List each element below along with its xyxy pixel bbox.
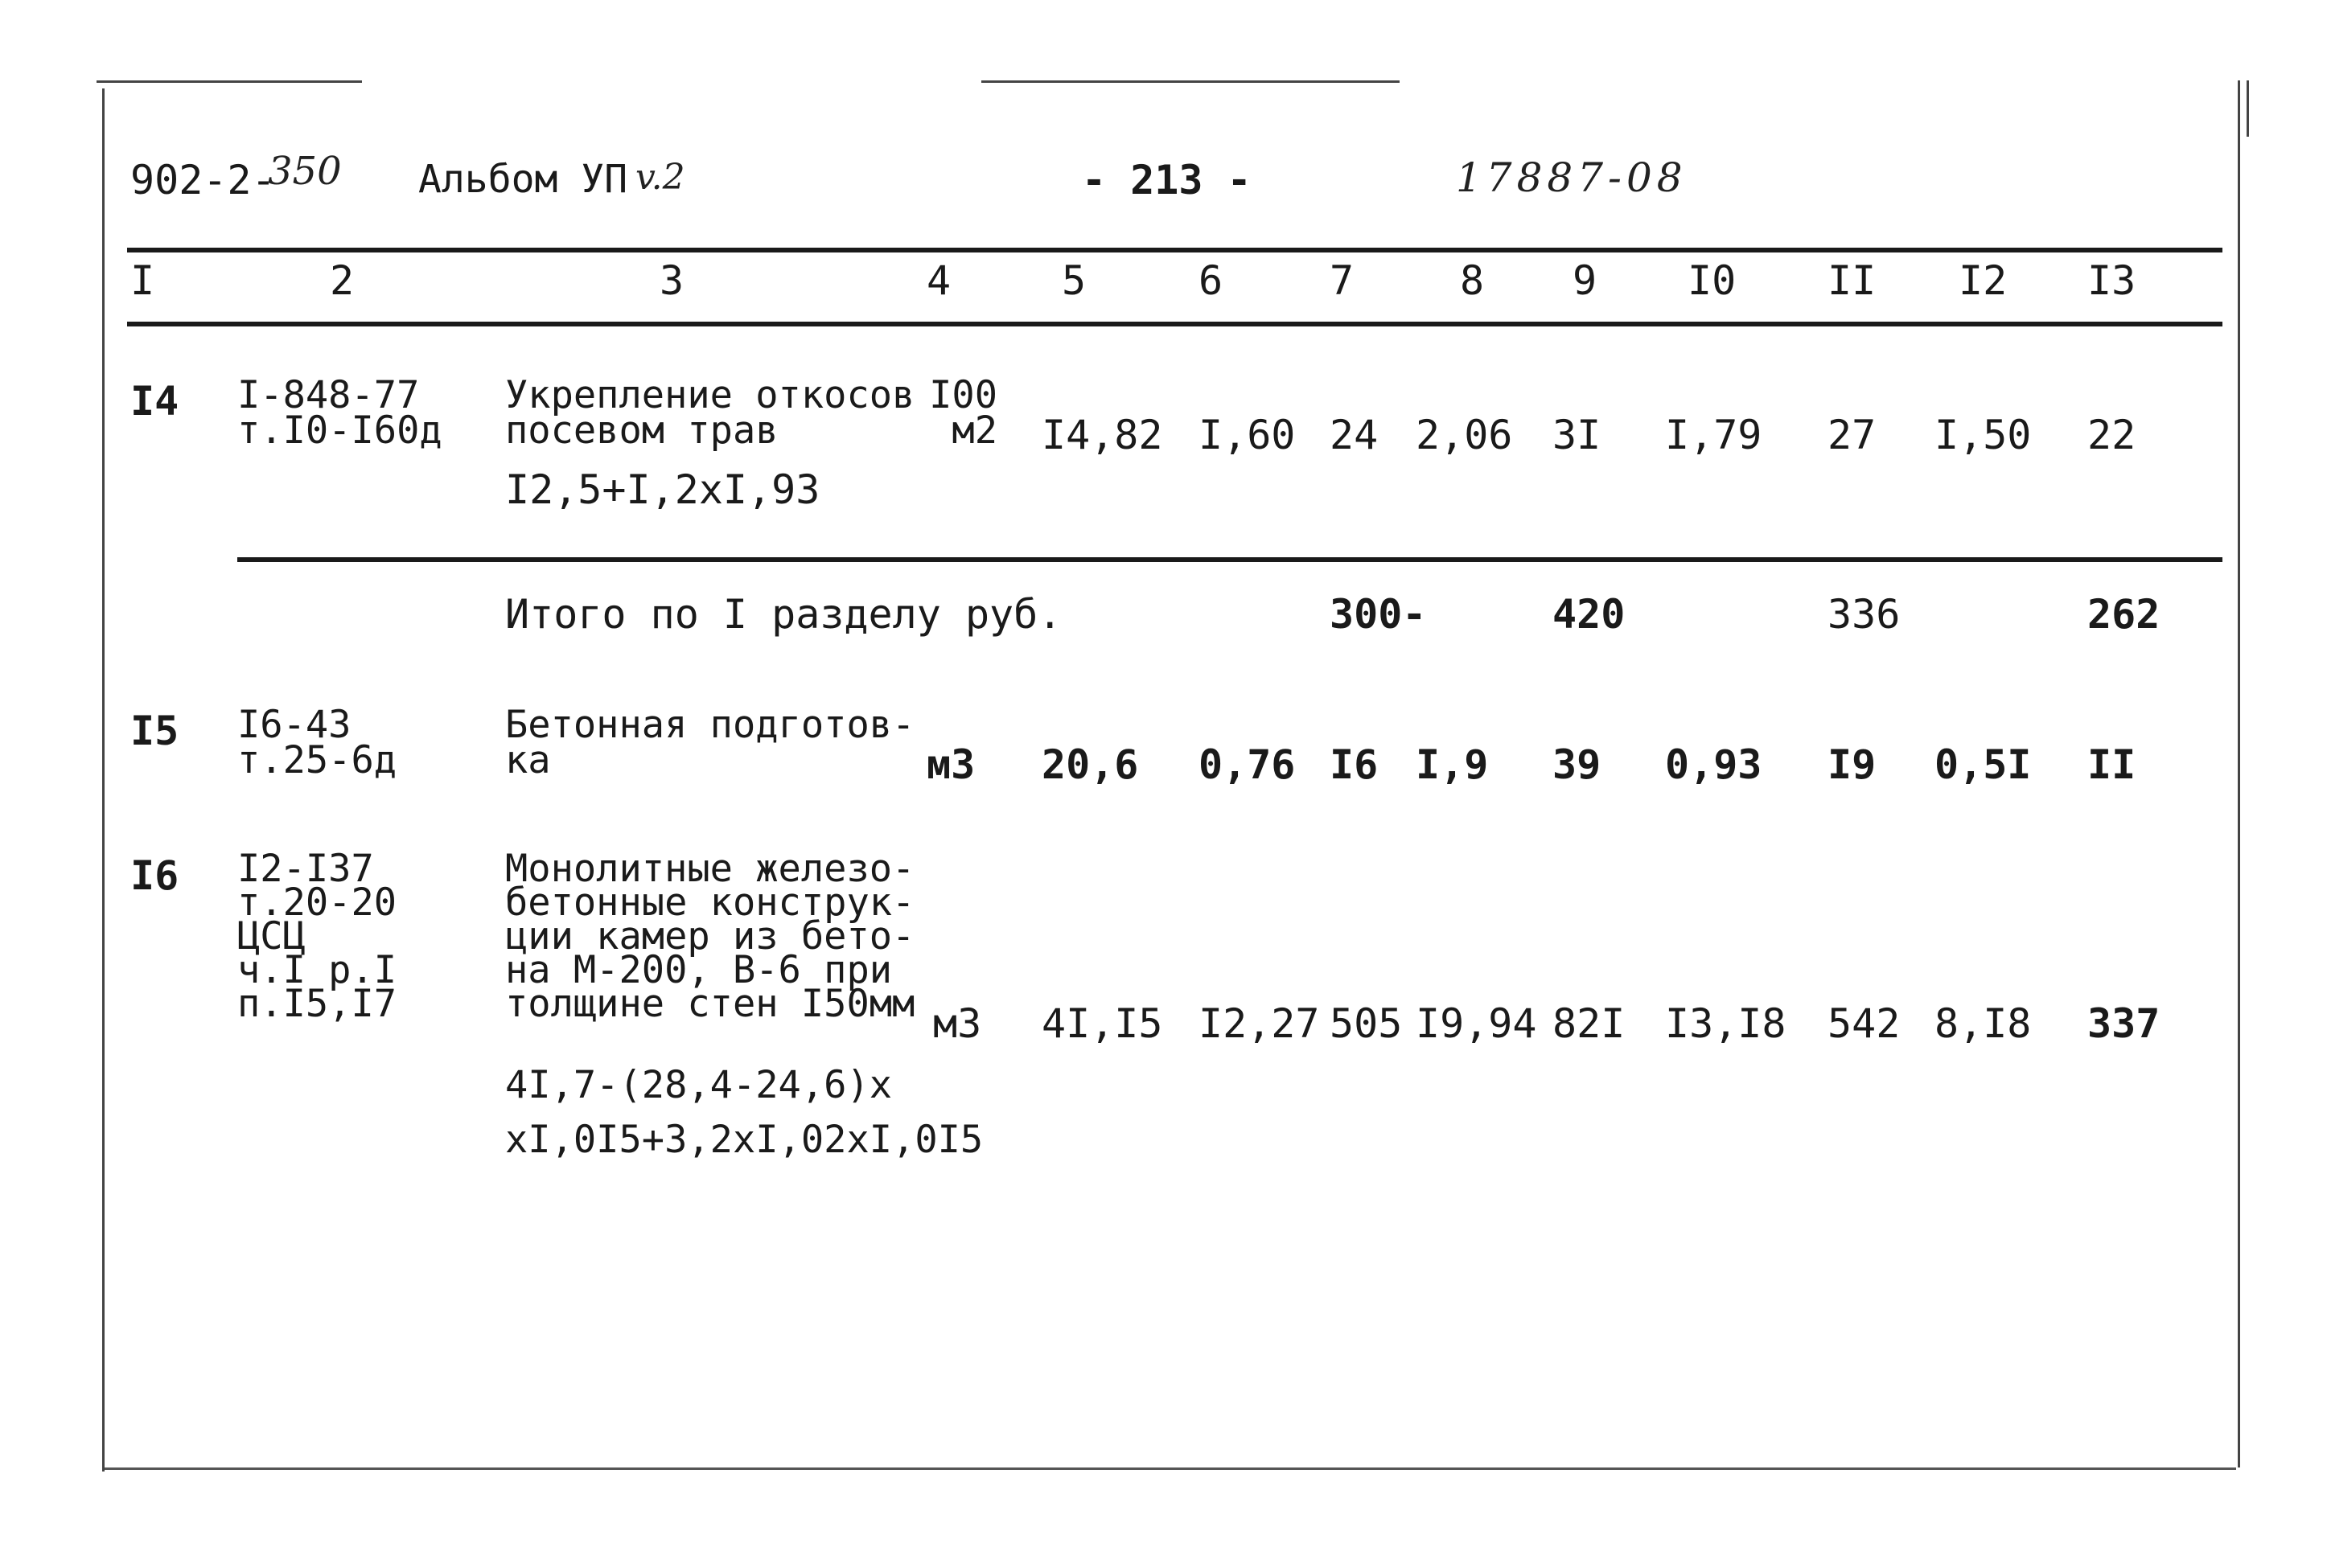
cell-col12: 8,I8: [1934, 1000, 2032, 1047]
subtotal-col9: 420: [1552, 591, 1626, 638]
column-header: 3: [660, 257, 685, 304]
row-formula: I2,5+I,2xI,93: [505, 466, 820, 513]
row-number: I6: [130, 852, 179, 899]
subtotal-col13: 262: [2087, 591, 2160, 638]
cell-col13: 337: [2087, 1000, 2160, 1047]
column-header: 9: [1573, 257, 1597, 304]
row-description: Укрепление откосов посевом трав: [505, 373, 915, 453]
subtotal-col11: 336: [1827, 591, 1901, 638]
cell-col13: 22: [2087, 412, 2136, 458]
cell-col6: I2,27: [1198, 1000, 1320, 1047]
album-label: Альбом УП: [418, 157, 628, 202]
row-unit: м3: [927, 741, 976, 788]
page-number: - 213 -: [1082, 157, 1252, 203]
column-header: I3: [2087, 257, 2136, 304]
cell-col11: 27: [1827, 412, 1877, 458]
cell-col10: I3,I8: [1665, 1000, 1786, 1047]
cell-col8: 2,06: [1416, 412, 1513, 458]
frame-top-dash: [981, 80, 1400, 83]
column-header: 8: [1460, 257, 1485, 304]
row-code: I6-43 т.25-6д: [237, 703, 397, 782]
row-unit: I00 м2: [929, 373, 997, 453]
volume-handwritten: v.2: [635, 157, 685, 198]
column-header: I: [130, 257, 155, 304]
cell-col9: 82I: [1552, 1000, 1626, 1047]
row-code: I2-I37 т.20-20 ЦСЦ ч.I р.I п.I5,I7: [237, 847, 397, 1026]
cell-col6: 0,76: [1198, 741, 1296, 788]
column-header: 7: [1330, 257, 1355, 304]
cell-col11: I9: [1827, 741, 1877, 788]
row-description: Монолитные железо- бетонные конструк- ции камер из бето- на М-200, В-6 при толщине стен I50мм: [505, 847, 915, 1026]
header-bottom-rule: [127, 322, 2222, 326]
table-top-rule: [127, 248, 2222, 252]
cell-col12: 0,5I: [1934, 741, 2032, 788]
cell-col5: I4,82: [1042, 412, 1163, 458]
row-description: Бетонная подготов- ка: [505, 703, 915, 782]
cell-col7: 505: [1330, 1000, 1403, 1047]
frame-right: [2238, 80, 2240, 1467]
column-header: 5: [1062, 257, 1087, 304]
row-unit: м3: [933, 1000, 982, 1047]
cell-col10: I,79: [1665, 412, 1762, 458]
column-header: 2: [330, 257, 355, 304]
row-number: I4: [130, 378, 179, 425]
cell-col7: I6: [1330, 741, 1379, 788]
doc-code-handwritten: 350: [268, 149, 342, 194]
cell-col5: 4I,I5: [1042, 1000, 1163, 1047]
cell-col13: II: [2087, 741, 2136, 788]
cell-col5: 20,6: [1042, 741, 1139, 788]
subtotal-rule: [237, 557, 2222, 562]
cell-col11: 542: [1827, 1000, 1901, 1047]
frame-bottom: [105, 1467, 2236, 1470]
cell-col10: 0,93: [1665, 741, 1762, 788]
registration-number-handwritten: 17887-08: [1456, 154, 1688, 201]
column-header: 4: [927, 257, 952, 304]
cell-col6: I,60: [1198, 412, 1296, 458]
row-code: I-848-77 т.I0-I60д: [237, 373, 442, 453]
doc-code: 902-2-: [130, 157, 276, 203]
cell-col9: 3I: [1552, 412, 1601, 458]
frame-left: [102, 88, 105, 1472]
subtotal-label: Итого по I разделу руб.: [505, 591, 1063, 638]
column-header: II: [1827, 257, 1877, 304]
row-number: I5: [130, 708, 179, 754]
subtotal-col7: 300-: [1330, 591, 1427, 638]
cell-col12: I,50: [1934, 412, 2032, 458]
cell-col8: I,9: [1416, 741, 1489, 788]
cell-col8: I9,94: [1416, 1000, 1537, 1047]
column-header: I2: [1959, 257, 2008, 304]
cell-col9: 39: [1552, 741, 1601, 788]
column-header: I0: [1688, 257, 1737, 304]
row-formula: 4I,7-(28,4-24,6)x xI,0I5+3,2xI,02xI,0I5: [505, 1063, 984, 1162]
cell-col7: 24: [1330, 412, 1379, 458]
column-header: 6: [1198, 257, 1223, 304]
frame-top-dash: [97, 80, 362, 83]
frame-right-tick: [2247, 80, 2249, 137]
